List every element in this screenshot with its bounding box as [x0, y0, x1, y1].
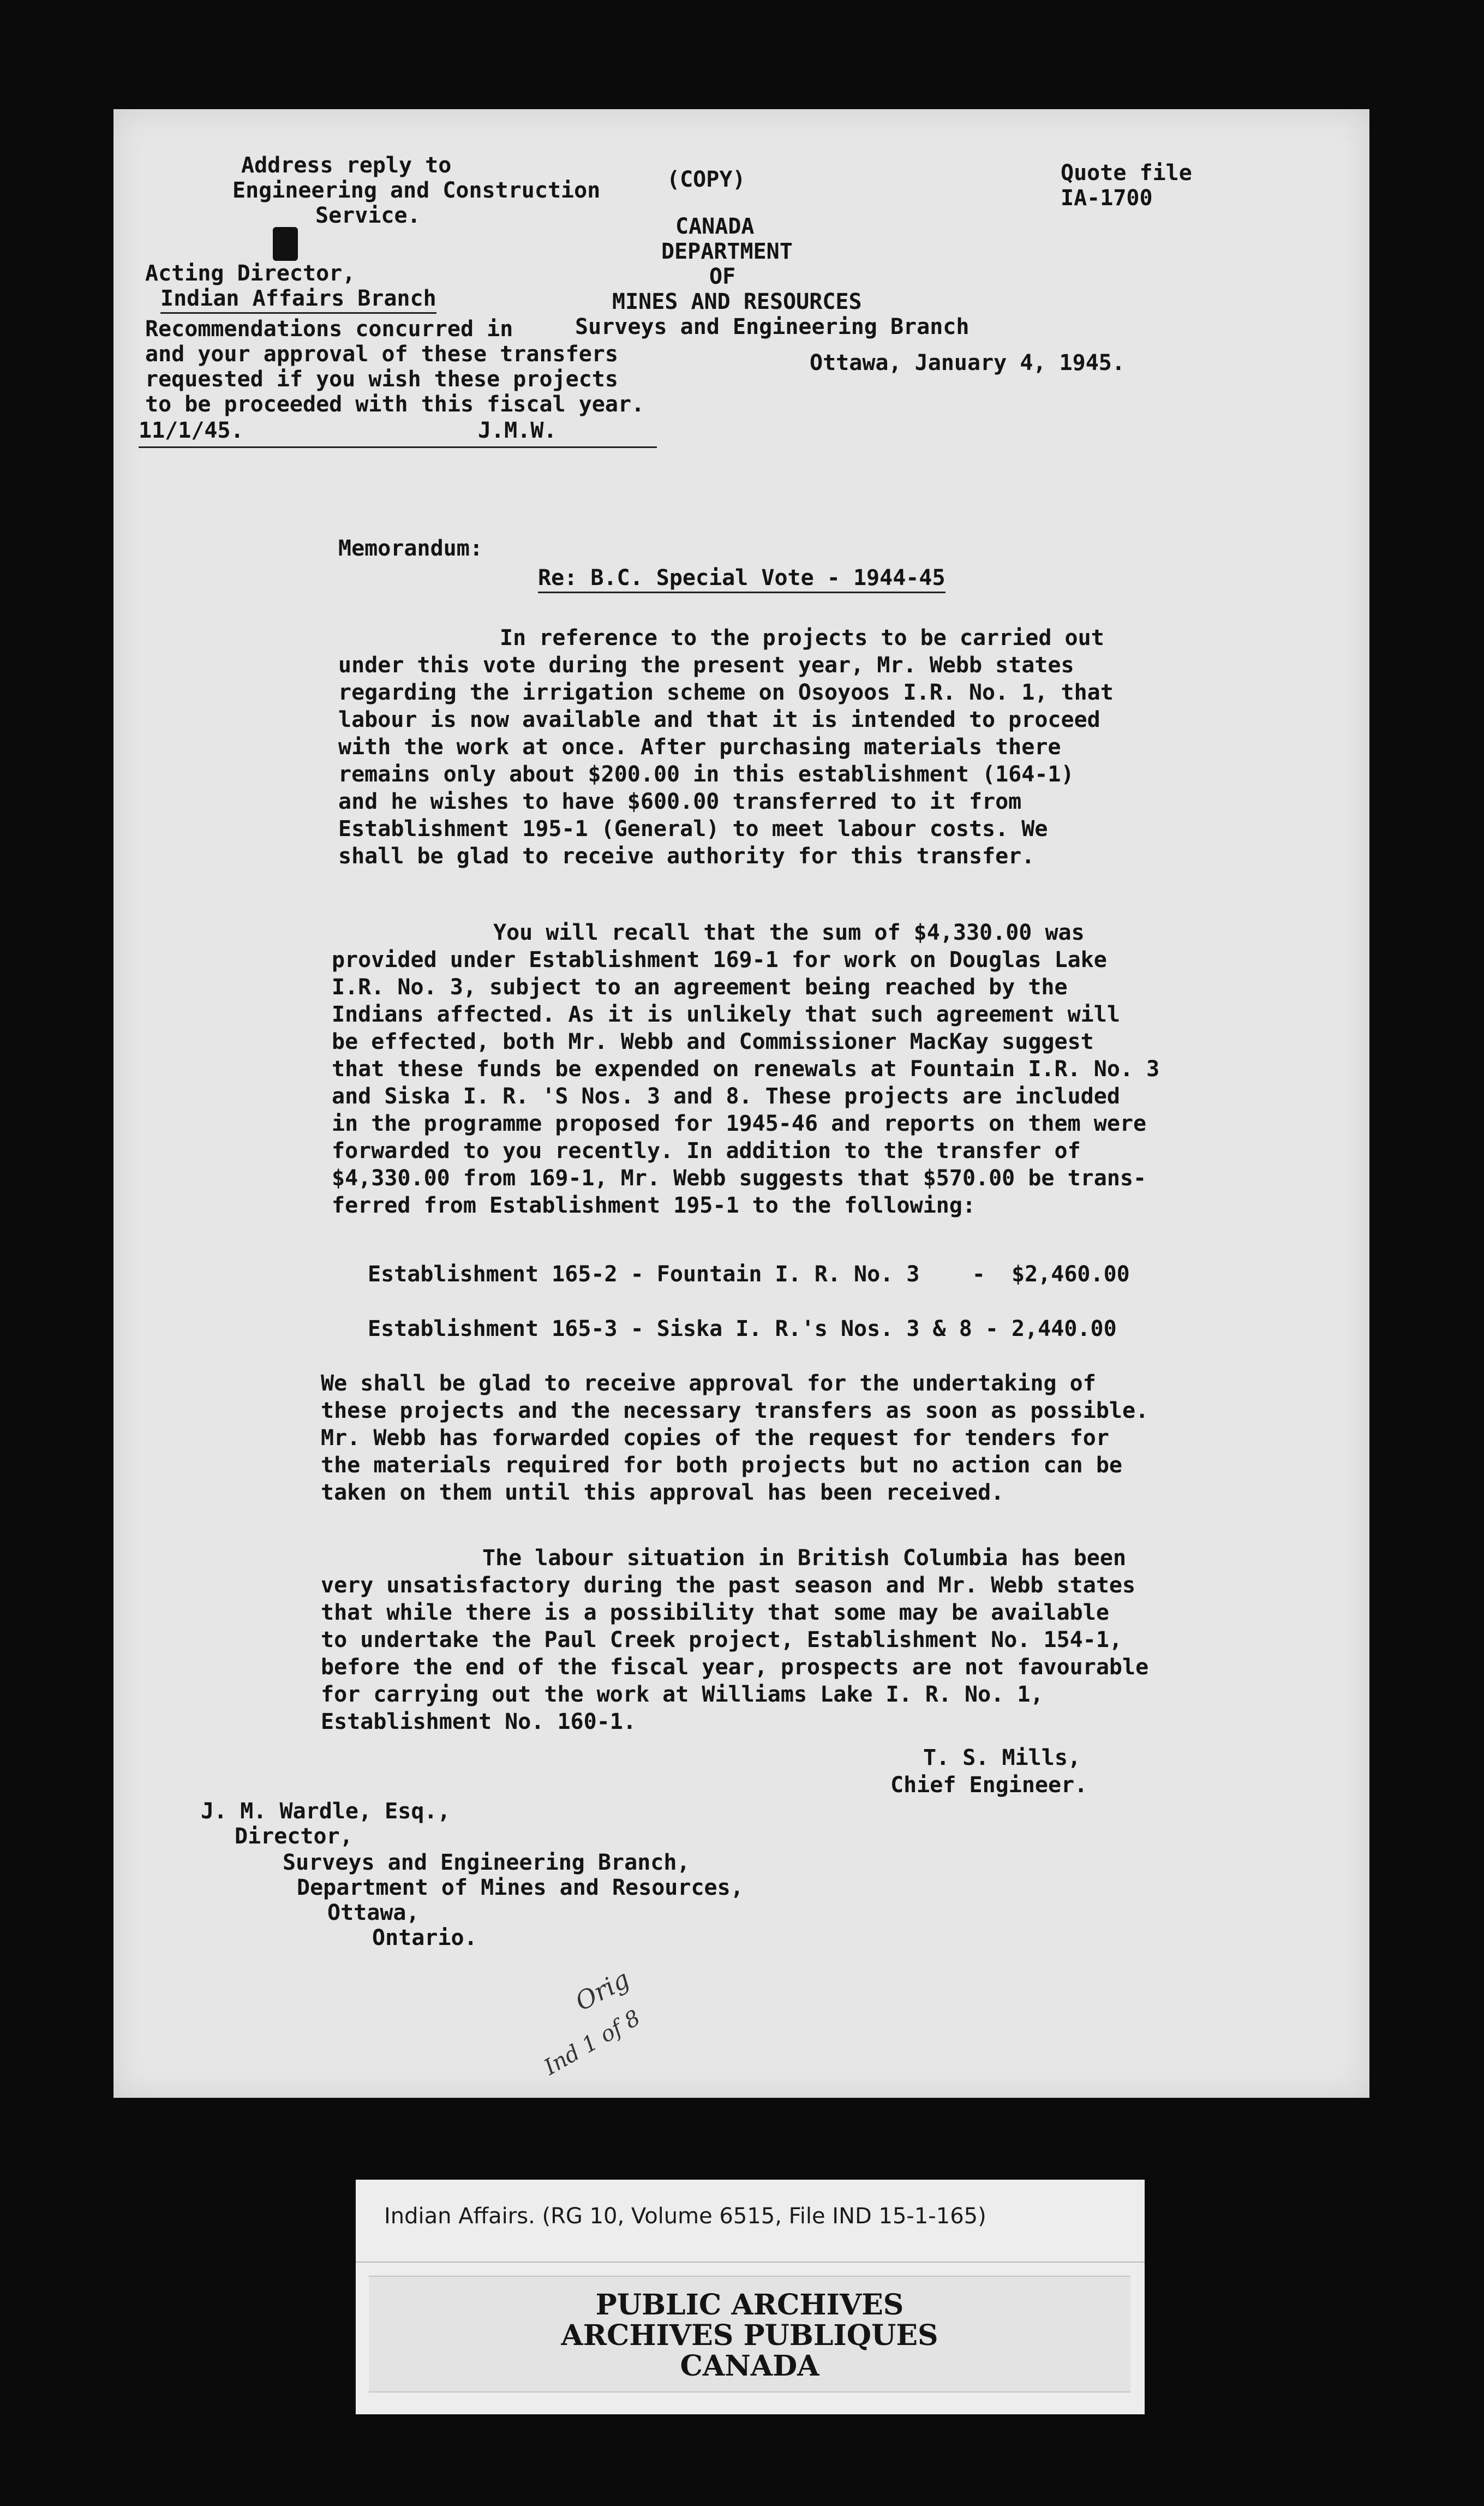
p1-line: Establishment 195-1 (General) to meet labour costs. We [338, 816, 1048, 842]
note-line-3: requested if you wish these projects [145, 367, 618, 392]
archive-citation-strip [356, 2180, 1145, 2263]
addressee-department: Department of Mines and Resources, [297, 1875, 744, 1900]
letter-date: Ottawa, January 4, 1945. [810, 350, 1125, 375]
p2-line: You will recall that the sum of $4,330.00 was [493, 920, 1085, 945]
quote-file-label: Quote file [1061, 160, 1192, 186]
p1-line: regarding the irrigation scheme on Osoyoos I.R. No. 1, that [338, 680, 1114, 705]
addressee-title: Director, [235, 1824, 353, 1849]
p2-line: ferred from Establishment 195-1 to the following: [332, 1193, 976, 1218]
signature-name: T. S. Mills, [923, 1745, 1081, 1770]
document-page [113, 109, 1369, 2098]
copy-mark: (COPY) [667, 167, 746, 192]
paragraph-3 [321, 1370, 1148, 1506]
p2-line: Indians affected. As it is unlikely that such agreement will [332, 1002, 1120, 1027]
note-line-2: and your approval of these transfers [145, 342, 618, 367]
p2-line: in the programme proposed for 1945-46 and reports on them were [332, 1111, 1147, 1136]
redaction-blot [273, 227, 298, 261]
note-initials: J.M.W. [478, 418, 557, 443]
archive-line-2: ARCHIVES PUBLIQUES [561, 2319, 938, 2352]
note-line-4: to be proceeded with this fiscal year. [145, 392, 645, 417]
signature-title: Chief Engineer. [890, 1773, 1088, 1798]
paragraph-4 [321, 1544, 1148, 1735]
archive-label-card [356, 2180, 1145, 2414]
p2-line: and Siska I. R. 'S Nos. 3 and 8. These projects are included [332, 1084, 1120, 1109]
paragraph-2 [332, 919, 1159, 1219]
recipient-branch: Indian Affairs Branch [160, 285, 436, 314]
recipient-title: Acting Director, [145, 261, 356, 286]
archive-line-3: CANADA [680, 2349, 819, 2383]
address-line-1: Address reply to [241, 153, 452, 178]
p1-line: labour is now available and that it is intended to proceed [338, 707, 1100, 732]
dept-line-of: OF [709, 264, 736, 289]
p4-line: for carrying out the work at Williams Lake I. R. No. 1, [321, 1682, 1044, 1707]
memo-label: Memorandum: [338, 536, 483, 561]
addressee-name: J. M. Wardle, Esq., [201, 1799, 451, 1824]
dept-line-canada: CANADA [675, 214, 755, 239]
addressee-city: Ottawa, [327, 1900, 420, 1925]
archive-stamp [369, 2276, 1130, 2392]
p1-line: under this vote during the present year, Mr. Webb states [338, 653, 1074, 678]
note-underline [139, 446, 657, 448]
paragraph-1 [338, 624, 1114, 870]
p1-line: remains only about $200.00 in this establishment (164-1) [338, 762, 1074, 787]
establishment-165-2: Establishment 165-2 - Fountain I. R. No. 3 - $2,460.00 [368, 1262, 1130, 1287]
handwritten-orig: Orig [570, 1964, 635, 2017]
dept-line-department: DEPARTMENT [661, 239, 793, 264]
p3-line: the materials required for both projects but no action can be [321, 1453, 1123, 1478]
p2-line: be effected, both Mr. Webb and Commissioner MacKay suggest [332, 1029, 1094, 1054]
p1-line: with the work at once. After purchasing materials there [338, 735, 1061, 760]
p4-line: The labour situation in British Columbia has been [482, 1546, 1127, 1571]
addressee-province: Ontario. [372, 1925, 477, 1950]
p4-line: Establishment No. 160-1. [321, 1709, 636, 1734]
p2-line: forwarded to you recently. In addition to the transfer of [332, 1138, 1081, 1164]
dept-line-mines: MINES AND RESOURCES [612, 289, 862, 314]
p3-line: We shall be glad to receive approval for the undertaking of [321, 1371, 1096, 1396]
address-line-2: Engineering and Construction [232, 178, 601, 203]
note-line-1: Recommendations concurred in [145, 317, 513, 342]
address-line-3: Service. [315, 203, 421, 228]
p3-line: taken on them until this approval has been received. [321, 1480, 1004, 1505]
quote-file-number: IA-1700 [1061, 186, 1153, 211]
p1-line: and he wishes to have $600.00 transferred to it from [338, 789, 1022, 814]
p4-line: that while there is a possibility that some may be available [321, 1600, 1109, 1625]
p4-line: before the end of the fiscal year, prospects are not favourable [321, 1655, 1149, 1680]
p2-line: $4,330.00 from 169-1, Mr. Webb suggests that $570.00 be trans- [332, 1166, 1147, 1191]
p1-line: shall be glad to receive authority for this transfer. [338, 844, 1035, 869]
p3-line: Mr. Webb has forwarded copies of the request for tenders for [321, 1425, 1109, 1451]
dept-line-branch: Surveys and Engineering Branch [575, 314, 970, 339]
addressee-branch: Surveys and Engineering Branch, [283, 1850, 690, 1875]
p1-line: In reference to the projects to be carried out [500, 625, 1104, 651]
archive-line-1: PUBLIC ARCHIVES [595, 2288, 904, 2322]
p4-line: very unsatisfactory during the past season and Mr. Webb states [321, 1573, 1136, 1598]
p3-line: these projects and the necessary transfers as soon as possible. [321, 1398, 1149, 1423]
p4-line: to undertake the Paul Creek project, Establishment No. 154-1, [321, 1627, 1123, 1652]
archive-citation: Indian Affairs. (RG 10, Volume 6515, File IND 15-1-165) [384, 2204, 986, 2229]
p2-line: provided under Establishment 169-1 for work on Douglas Lake [332, 947, 1107, 972]
p2-line: I.R. No. 3, subject to an agreement being reached by the [332, 975, 1068, 1000]
handwritten-file-ref: Ind 1 of 8 [540, 2005, 645, 2080]
establishment-165-3: Establishment 165-3 - Siska I. R.'s Nos. 3 & 8 - 2,440.00 [368, 1316, 1117, 1341]
p2-line: that these funds be expended on renewals at Fountain I.R. No. 3 [332, 1057, 1160, 1082]
memo-subject: Re: B.C. Special Vote - 1944-45 [538, 564, 946, 593]
note-date: 11/1/45. [139, 418, 244, 443]
